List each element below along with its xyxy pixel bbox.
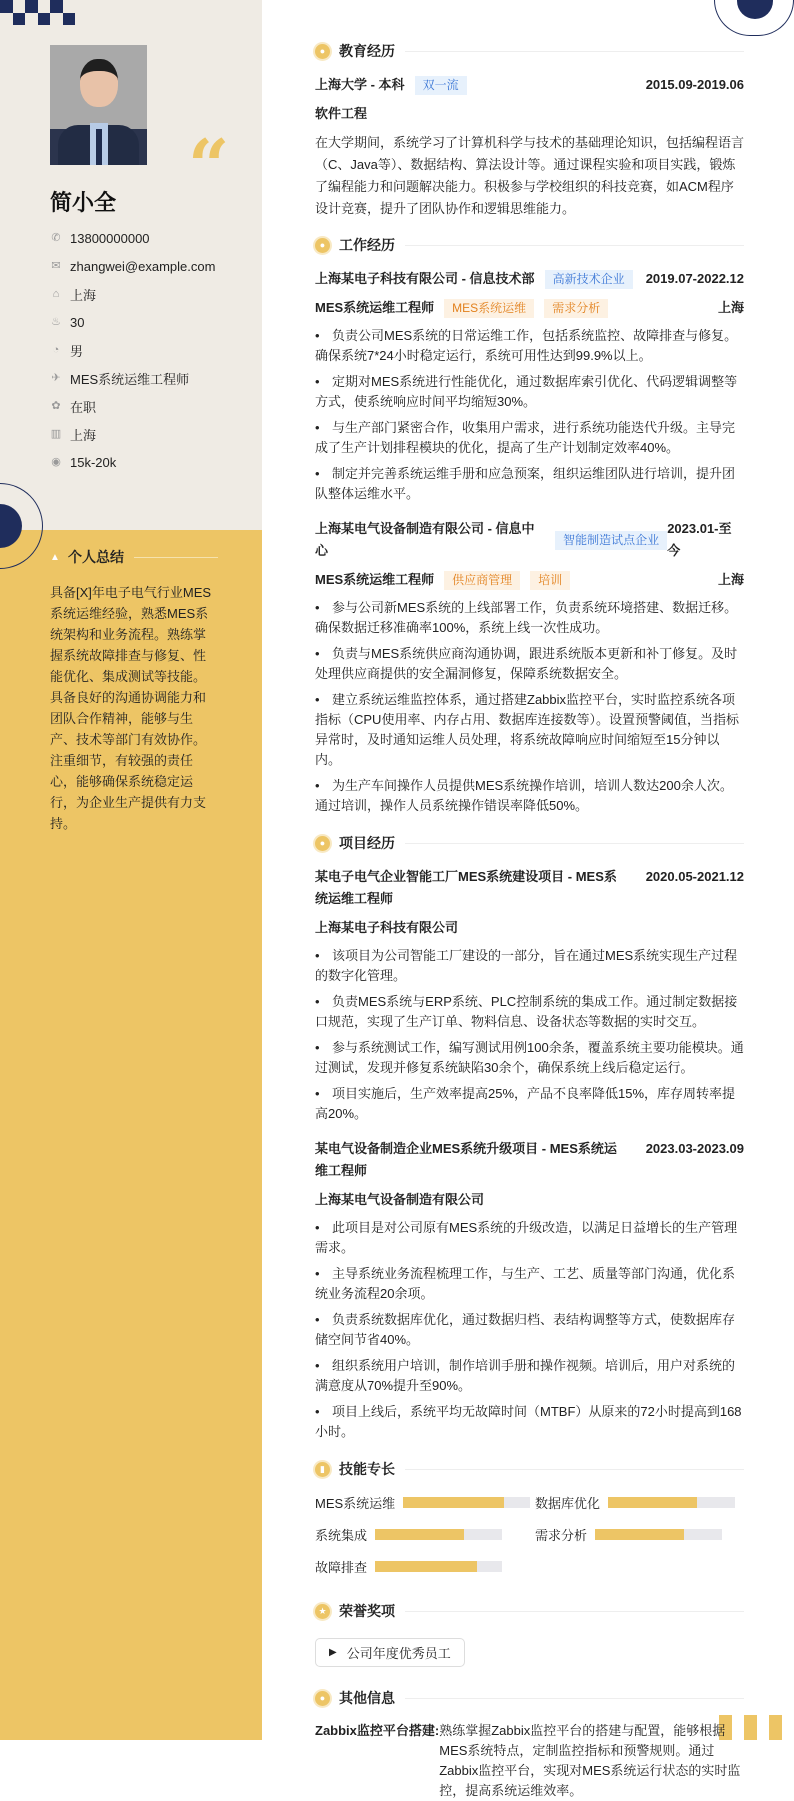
job-list <box>315 268 744 816</box>
list-item: • 负责与MES系统供应商沟通协调，跟进系统版本更新和补丁修复。及时处理供应商提供的安全漏洞修复，保障系统数据安全。 <box>315 644 744 684</box>
list-item: • 负责系统数据库优化，通过数据归档、表结构调整等方式，使数据库存储空间节省40%。 <box>315 1310 744 1350</box>
education-desc: 在大学期间，系统学习了计算机科学与技术的基础理论知识，包括编程语言（C、Java等）、数据结构、算法设计等。通过课程实验和项目实践，锻炼了编程能力和问题解决能力。积极参与学校组织的科技竞赛，如ACM程序设计竞赛，提升了团队协作和逻辑思维能力。 <box>315 132 744 220</box>
section-title: 项目经历 <box>339 833 395 853</box>
divider <box>405 1698 744 1699</box>
avatar <box>50 45 147 165</box>
checker-cell <box>769 1728 782 1741</box>
job-header <box>315 268 744 290</box>
skill-item <box>315 1556 535 1576</box>
date: 2015.09-2019.06 <box>646 74 744 96</box>
skill-item <box>315 1524 535 1544</box>
project-header <box>315 866 744 910</box>
date: 2019.07-2022.12 <box>646 268 744 290</box>
checker-cell <box>0 0 13 13</box>
skill-bar-fill <box>403 1497 503 1508</box>
project-company-row <box>315 917 744 939</box>
contact-value: 在职 <box>70 397 96 416</box>
bullet-list <box>315 946 744 1124</box>
user-icon: ▲ <box>50 552 60 562</box>
skill-bar-fill <box>595 1529 684 1540</box>
job-header <box>315 518 744 562</box>
list-item: • 项目上线后，系统平均无故障时间（MTBF）从原来的72小时提高到168小时。 <box>315 1402 744 1442</box>
job-role-group <box>315 297 608 319</box>
job-city: 上海 <box>718 297 744 319</box>
list-item: • 负责MES系统与ERP系统、PLC控制系统的集成工作。通过制定数据接口规范，实现了生产订单、物料信息、设备状态等数据的实时交互。 <box>315 992 744 1032</box>
contact-age <box>50 308 215 336</box>
briefcase-icon: ● <box>315 238 330 253</box>
summary-heading <box>50 547 218 567</box>
skill-name: MES系统运维 <box>315 1493 395 1512</box>
checker-cell <box>63 0 76 13</box>
summary-title: 个人总结 <box>68 547 124 567</box>
skill-bar-fill <box>375 1561 477 1572</box>
checker-cell <box>744 1728 757 1741</box>
project-name: 某电子电气企业智能工厂MES系统建设项目 - MES系统运维工程师 <box>315 866 625 910</box>
date: 2023.01-至今 <box>667 518 744 562</box>
checker-cell <box>38 0 51 13</box>
salary-icon: ◉ <box>50 456 62 468</box>
project-company: 上海某电气设备制造有限公司 <box>315 1189 484 1211</box>
list-item: • 该项目为公司智能工厂建设的一部分，旨在通过MES系统实现生产过程的数字化管理。 <box>315 946 744 986</box>
main-content <box>315 38 744 1801</box>
project-header <box>315 1138 744 1182</box>
skill-bar-fill <box>608 1497 697 1508</box>
list-item: • 项目实施后，生产效率提高25%，产品不良率降低15%，库存周转率提高20%。 <box>315 1084 744 1124</box>
divider <box>405 51 744 52</box>
list-item: • 定期对MES系统进行性能优化，通过数据库索引优化、代码逻辑调整等方式，使系统响应时间平均缩短30%。 <box>315 372 744 412</box>
checker-cell <box>63 13 76 26</box>
major-row <box>315 103 744 125</box>
job-company-group <box>315 518 667 562</box>
divider <box>405 245 744 246</box>
list-item: • 为生产车间操作人员提供MES系统操作培训，培训人数达200余人次。通过培训，操作人员系统操作错误率降低50%。 <box>315 776 744 816</box>
checker-cell <box>13 13 26 26</box>
contact-city <box>50 420 215 448</box>
skill-item <box>315 1492 535 1512</box>
list-item: • 负责公司MES系统的日常运维工作，包括系统监控、故障排查与修复。确保系统7*24小时稳定运行，系统可用性达到99.9%以上。 <box>315 326 744 366</box>
list-item: • 制定并完善系统运维手册和应急预案，组织运维团队进行培训，提升团队整体运维水平。 <box>315 464 744 504</box>
skill-bar-fill <box>375 1529 464 1540</box>
contact-gender <box>50 336 215 364</box>
skill-bar <box>375 1561 502 1572</box>
date: 2023.03-2023.09 <box>646 1138 744 1160</box>
project-entry <box>315 1138 744 1442</box>
section-skills <box>315 1456 744 1482</box>
project-company-row <box>315 1189 744 1211</box>
education-icon: ● <box>315 44 330 59</box>
skill-name: 故障排查 <box>315 1557 367 1576</box>
bullet-list <box>315 326 744 504</box>
contact-value: 男 <box>70 341 83 360</box>
date: 2020.05-2021.12 <box>646 866 744 888</box>
bullet-list <box>315 598 744 816</box>
job-role: MES系统运维工程师 <box>315 297 434 319</box>
divider <box>134 557 218 558</box>
contact-value: 上海 <box>70 285 96 304</box>
section-projects <box>315 830 744 856</box>
project-list <box>315 866 744 1442</box>
company-tag: 高新技术企业 <box>545 270 633 289</box>
skill-bar <box>375 1529 502 1540</box>
divider <box>405 1611 744 1612</box>
school-tag: 双一流 <box>415 76 467 95</box>
job-icon: ✈ <box>50 372 62 384</box>
checker-cell <box>38 13 51 26</box>
checker-cell <box>13 0 26 13</box>
job-role: MES系统运维工程师 <box>315 569 434 591</box>
other-key: Zabbix监控平台搭建: <box>315 1721 439 1801</box>
contact-job <box>50 364 215 392</box>
skill-name: 系统集成 <box>315 1525 367 1544</box>
phone-icon: ✆ <box>50 232 62 244</box>
job-role-row <box>315 569 744 591</box>
chart-icon: ▮ <box>315 1462 330 1477</box>
list-item: • 与生产部门紧密合作，收集用户需求，进行系统功能迭代升级。主导完成了生产计划排程模块的优化，提高了生产计划制定效率40%。 <box>315 418 744 458</box>
contact-value: 上海 <box>70 425 96 444</box>
section-title: 技能专长 <box>339 1459 395 1479</box>
award-icon: ★ <box>315 1604 330 1619</box>
other-value: 熟练掌握Zabbix监控平台的搭建与配置，能够根据MES系统特点，定制监控指标和预警规则。通过Zabbix监控平台，实现对MES系统运行状态的实时监控，提高系统运维效率。 <box>439 1721 744 1801</box>
contact-value: zhangwei@example.com <box>70 259 215 274</box>
award-item <box>315 1638 465 1667</box>
checker-cell <box>50 13 63 26</box>
major: 软件工程 <box>315 103 367 125</box>
checker-cell <box>757 1715 770 1728</box>
list-item: • 参与公司新MES系统的上线部署工作，负责系统环境搭建、数据迁移。确保数据迁移准确率100%，系统上线一次性成功。 <box>315 598 744 638</box>
age-icon: ♨ <box>50 316 62 328</box>
city-icon: ▥ <box>50 428 62 440</box>
list-item: • 组织系统用户培训，制作培训手册和操作视频。培训后，用户对系统的满意度从70%提升至90%。 <box>315 1356 744 1396</box>
bullet-list <box>315 1218 744 1442</box>
section-education <box>315 38 744 64</box>
list-item: • 此项目是对公司原有MES系统的升级改造，以满足日益增长的生产管理需求。 <box>315 1218 744 1258</box>
contact-value: MES系统运维工程师 <box>70 369 189 388</box>
section-title: 教育经历 <box>339 41 395 61</box>
other-item <box>315 1721 744 1801</box>
play-icon: ▶ <box>329 1647 337 1658</box>
job-entry <box>315 268 744 504</box>
home-icon: ⌂ <box>50 288 62 300</box>
skill-name: 需求分析 <box>535 1525 587 1544</box>
contact-value: 13800000000 <box>70 231 150 246</box>
contact-list <box>50 224 215 476</box>
company-name: 上海某电子科技有限公司 - 信息技术部 <box>315 268 535 290</box>
project-icon: ● <box>315 836 330 851</box>
project-company: 上海某电子科技有限公司 <box>315 917 458 939</box>
contact-home <box>50 280 215 308</box>
skill-bar <box>403 1497 530 1508</box>
contact-email <box>50 252 215 280</box>
summary-text: 具备[X]年电子电气行业MES系统运维经验，熟悉MES系统架构和业务流程。熟练掌握系统故障排查与修复、性能优化、集成测试等技能。具备良好的沟通协调能力和团队合作精神，能够与生产、技术等部门有效协作。注重细节，有较强的责任心，能够确保系统稳定运行，为企业生产提供有力支持。 <box>50 582 218 834</box>
job-role-group <box>315 569 570 591</box>
school: 上海大学 - 本科 <box>315 74 405 96</box>
skill-tag: MES系统运维 <box>444 299 534 318</box>
skill-tag: 培训 <box>530 571 570 590</box>
checker-cell <box>782 1715 794 1728</box>
job-entry <box>315 518 744 816</box>
skill-bar <box>608 1497 735 1508</box>
section-title: 其他信息 <box>339 1688 395 1708</box>
section-honors <box>315 1598 744 1624</box>
contact-salary <box>50 448 215 476</box>
divider <box>405 843 744 844</box>
list-item: • 建立系统运维监控体系，通过搭建Zabbix监控平台，实时监控系统各项指标（CPU使用率、内存占用、数据库连接数等）。设置预警阈值，当指标异常时，及时通知运维人员处理，将系统故障响应时间缩短至15分钟以内。 <box>315 690 744 770</box>
checker-cell <box>757 1728 770 1741</box>
checker-cell <box>25 0 38 13</box>
job-company-group <box>315 268 633 290</box>
contact-status <box>50 392 215 420</box>
section-other <box>315 1685 744 1711</box>
contact-value: 30 <box>70 315 84 330</box>
project-entry <box>315 866 744 1124</box>
section-work <box>315 232 744 258</box>
skill-tag: 供应商管理 <box>444 571 520 590</box>
info-icon: ● <box>315 1691 330 1706</box>
job-city: 上海 <box>718 569 744 591</box>
education-row <box>315 74 744 96</box>
checker-cell <box>769 1715 782 1728</box>
list-item: • 参与系统测试工作，编写测试用例100余条，覆盖系统主要功能模块。通过测试，发现并修复系统缺陷30余个，确保系统上线后稳定运行。 <box>315 1038 744 1078</box>
checker-cell <box>0 13 13 26</box>
quote-icon: “ <box>188 130 229 202</box>
list-item: • 主导系统业务流程梳理工作，与生产、工艺、质量等部门沟通，优化系统业务流程20余项。 <box>315 1264 744 1304</box>
checker-cell <box>782 1728 794 1741</box>
divider <box>405 1469 744 1470</box>
mail-icon: ✉ <box>50 260 62 272</box>
skill-item <box>535 1524 744 1544</box>
checker-cell <box>25 13 38 26</box>
skill-tag: 需求分析 <box>544 299 608 318</box>
skill-list <box>315 1492 744 1576</box>
company-name: 上海某电气设备制造有限公司 - 信息中心 <box>315 518 545 562</box>
candidate-name: 简小全 <box>50 186 116 217</box>
contact-value: 15k-20k <box>70 455 116 470</box>
gender-icon: ◔ <box>50 344 62 356</box>
award-label: 公司年度优秀员工 <box>347 1643 451 1662</box>
project-name: 某电气设备制造企业MES系统升级项目 - MES系统运维工程师 <box>315 1138 625 1182</box>
skill-item <box>535 1492 744 1512</box>
section-title: 工作经历 <box>339 235 395 255</box>
skill-bar <box>595 1529 722 1540</box>
job-role-row <box>315 297 744 319</box>
section-title: 荣誉奖项 <box>339 1601 395 1621</box>
checker-cell <box>50 0 63 13</box>
status-icon: ✿ <box>50 400 62 412</box>
checker-cell <box>744 1715 757 1728</box>
company-tag: 智能制造试点企业 <box>555 531 667 550</box>
decor-checker-top <box>0 0 75 25</box>
contact-phone <box>50 224 215 252</box>
skill-name: 数据库优化 <box>535 1493 600 1512</box>
